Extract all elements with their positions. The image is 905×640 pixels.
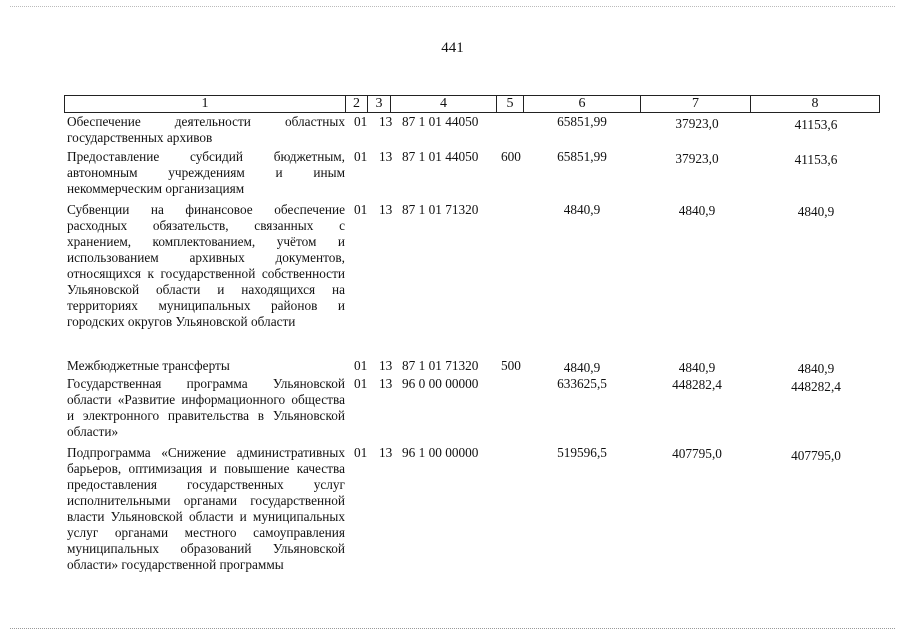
- row-amount-col7: 37923,0: [675, 116, 719, 131]
- row-amount-col7: 37923,0: [675, 151, 719, 166]
- row-amount-col7: 4840,9: [678, 360, 716, 375]
- header-col-7: 7: [641, 96, 751, 112]
- row-amount-col8: 4840,9: [797, 204, 835, 219]
- row-subsection: 13: [379, 445, 393, 460]
- row-description: Обеспечение деятельности областных государственных архивов: [67, 114, 345, 145]
- scan-top-edge: [10, 6, 895, 7]
- row-amount-col8: 448282,4: [791, 379, 841, 394]
- row-section: 01: [354, 358, 368, 373]
- row-amount-col7: 448282,4: [672, 377, 722, 392]
- row-subsection: 13: [379, 202, 393, 217]
- row-subsection: 13: [379, 149, 393, 164]
- header-col-6: 6: [524, 96, 641, 112]
- row-description: Государственная программа Ульяновской области «Развитие информационного общества и электронного правительства в Ульяновской области»: [67, 376, 345, 439]
- row-amount-col7: 407795,0: [672, 446, 722, 461]
- row-description: Подпрограмма «Снижение административных барьеров, оптимизация и повышение качества предоставления государственных услуг исполнительными органами государственной власти Ульяновской области и муниципальных услуг органами местного самоуправления муниципальных образований Ульяновской области» государственной программы: [67, 445, 345, 572]
- scan-bottom-edge: [10, 628, 895, 629]
- row-target-code: 96 0 00 00000: [402, 376, 479, 391]
- row-target-code: 96 1 00 00000: [402, 445, 479, 460]
- row-amount-col8: 41153,6: [794, 117, 838, 132]
- row-description: Предоставление субсидий бюджетным, автономным учреждениям и иным некоммерческим организациям: [67, 149, 345, 196]
- row-target-code: 87 1 01 71320: [402, 358, 479, 373]
- row-amount-col7: 4840,9: [678, 203, 716, 218]
- row-amount-col6: 65851,99: [557, 149, 607, 164]
- row-section: 01: [354, 202, 368, 217]
- page-number: 441: [441, 40, 464, 56]
- row-section: 01: [354, 376, 368, 391]
- header-col-8: 8: [811, 96, 819, 111]
- row-amount-col6: 65851,99: [557, 114, 607, 129]
- header-col-3: 3: [368, 96, 391, 112]
- row-description: Межбюджетные трансферты: [67, 358, 230, 373]
- row-amount-col6: 519596,5: [557, 445, 607, 460]
- row-amount-col8: 407795,0: [791, 448, 841, 463]
- header-col-2: 2: [346, 96, 368, 112]
- row-subsection: 13: [379, 376, 393, 391]
- table-header: [64, 95, 880, 113]
- row-subsection: 13: [379, 358, 393, 373]
- row-section: 01: [354, 149, 368, 164]
- header-col-5: 5: [497, 96, 524, 112]
- row-amount-col8: 41153,6: [794, 152, 838, 167]
- row-target-code: 87 1 01 44050: [402, 149, 479, 164]
- row-description: Субвенции на финансовое обеспечение расходных обязательств, связанных с хранением, комплектованием, учётом и использованием архивных документов, относящихся к государственной собственности Ульяновской области и находящихся на территориях муниципальных районов и городских округов Ульяновской области: [67, 202, 345, 329]
- row-expense-type: 500: [501, 358, 521, 373]
- row-section: 01: [354, 114, 368, 129]
- header-col-4: 4: [391, 96, 497, 112]
- row-subsection: 13: [379, 114, 393, 129]
- row-target-code: 87 1 01 71320: [402, 202, 479, 217]
- row-expense-type: 600: [501, 149, 521, 164]
- row-amount-col6: 4840,9: [563, 360, 601, 375]
- row-amount-col6: 633625,5: [557, 376, 607, 391]
- row-amount-col6: 4840,9: [563, 202, 601, 217]
- row-amount-col8: 4840,9: [797, 361, 835, 376]
- header-col-1: 1: [65, 96, 346, 112]
- row-section: 01: [354, 445, 368, 460]
- row-target-code: 87 1 01 44050: [402, 114, 479, 129]
